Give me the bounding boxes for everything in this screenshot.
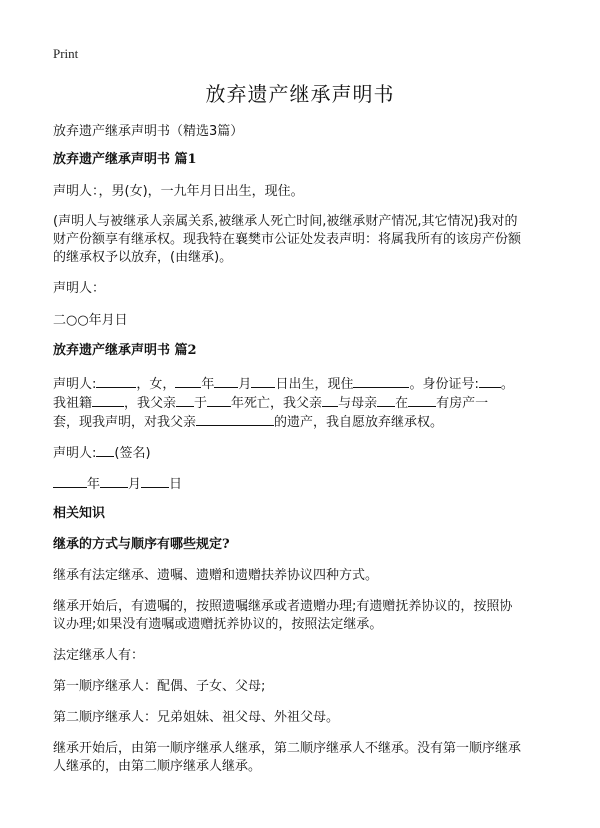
subtitle: 放弃遗产继承声明书（精选3篇） xyxy=(53,124,244,139)
text-segment: 月 xyxy=(128,477,142,492)
blank-father-name xyxy=(176,392,194,407)
blank-father-full xyxy=(196,411,274,426)
knowledge-question: 继承的方式与顺序有哪些规定? xyxy=(53,537,230,552)
section1-signer: 声明人： xyxy=(53,281,106,296)
blank-death-year xyxy=(207,392,231,407)
text-segment: 。身份证号: xyxy=(409,377,479,392)
blank-name xyxy=(96,373,136,388)
text-segment: ，我父亲 xyxy=(124,396,177,411)
blank-location xyxy=(408,392,436,407)
text-segment: 。 xyxy=(500,377,514,392)
blank-father xyxy=(322,392,338,407)
knowledge-para-2-line-1: 继承开始后，有遗嘱的，按照遗嘱继承或者遗赠办理;有遗赠抚养协议的，按照协 xyxy=(53,599,513,614)
section2-signature-line xyxy=(53,442,553,464)
blank-id-number xyxy=(479,373,501,388)
blank-date-year xyxy=(53,473,87,488)
section1-para-line-2: 财产份额享有继承权。现我特在襄樊市公证处发表声明：将属我所有的该房产份额 xyxy=(53,232,522,247)
knowledge-para-3: 法定继承人有： xyxy=(53,648,145,663)
text-segment: 声明人: xyxy=(53,446,97,461)
blank-date-month xyxy=(100,473,128,488)
text-segment: 与母亲 xyxy=(338,396,378,411)
blank-mother xyxy=(377,392,395,407)
document-title: 放弃遗产继承声明书 xyxy=(205,82,395,106)
section2-date-line xyxy=(53,473,553,495)
section1-heading: 放弃遗产继承声明书 篇1 xyxy=(53,152,197,167)
text-segment: 我祖籍 xyxy=(53,396,93,411)
knowledge-para-5: 第二顺序继承人：兄弟姐妹、祖父母、外祖父母。 xyxy=(53,710,340,725)
blank-signature xyxy=(96,442,114,457)
blank-address xyxy=(353,373,409,388)
knowledge-para-6-line-2: 人继承的，由第二顺序继承人继承。 xyxy=(53,759,262,774)
section1-declarant-line: 声明人：，男(女)，一九年月日出生，现住。 xyxy=(53,184,304,199)
text-segment: 于 xyxy=(194,396,208,411)
section2-line-3 xyxy=(53,411,553,433)
text-segment: 月 xyxy=(238,377,252,392)
text-segment: (签名) xyxy=(114,446,151,461)
knowledge-heading: 相关知识 xyxy=(53,506,106,521)
knowledge-para-1: 继承有法定继承、遗嘱、遗赠和遗赠扶养协议四种方式。 xyxy=(53,568,379,583)
text-segment: 年 xyxy=(87,477,101,492)
text-segment: ，女， xyxy=(136,377,176,392)
text-segment: 在 xyxy=(395,396,409,411)
text-segment: 声明人: xyxy=(53,377,97,392)
print-link[interactable]: Print xyxy=(53,46,79,61)
section2-heading: 放弃遗产继承声明书 篇2 xyxy=(53,343,197,358)
text-segment: 的遗产，我自愿放弃继承权。 xyxy=(274,415,444,430)
text-segment: 年死亡，我父亲 xyxy=(231,396,323,411)
knowledge-para-6-line-1: 继承开始后，由第一顺序继承人继承，第二顺序继承人不继承。没有第一顺序继承 xyxy=(53,741,522,756)
text-segment: 有房产一 xyxy=(436,396,489,411)
text-segment: 日 xyxy=(169,477,183,492)
blank-year xyxy=(175,373,201,388)
knowledge-para-2-line-2: 议办理;如果没有遗嘱或遗赠抚养协议的，按照法定继承。 xyxy=(53,617,383,632)
blank-month xyxy=(214,373,238,388)
section1-para-line-3: 的继承权予以放弃，(由继承)。 xyxy=(53,250,233,265)
text-segment: 日出生，现住 xyxy=(275,377,354,392)
knowledge-para-4: 第一顺序继承人：配偶、子女、父母; xyxy=(53,679,266,694)
text-segment: 套，现我声明，对我父亲 xyxy=(53,415,197,430)
section1-para-line-1: (声明人与被继承人亲属关系,被继承人死亡时间,被继承财产情况,其它情况)我对的 xyxy=(53,214,518,229)
blank-day xyxy=(251,373,275,388)
blank-hometown xyxy=(92,392,124,407)
section1-date: 二○○年月日 xyxy=(53,313,128,328)
text-segment: 年 xyxy=(201,377,215,392)
blank-date-day xyxy=(141,473,169,488)
